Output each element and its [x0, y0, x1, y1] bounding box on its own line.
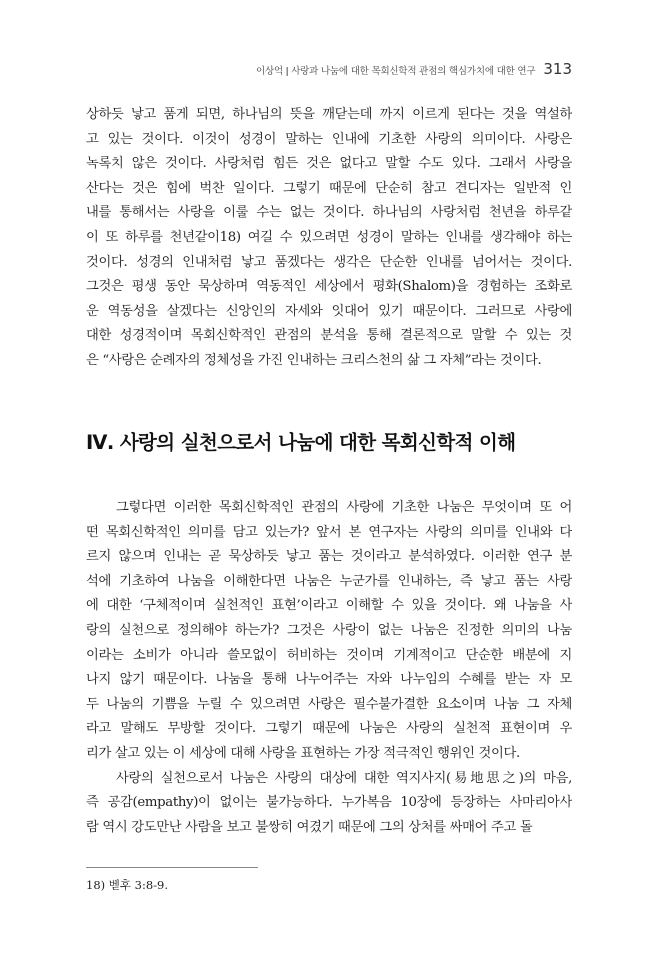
paragraph-1: [86, 103, 572, 374]
text-line: 고 있는 것이다. 이것이 성경이 말하는 인내에 기초한 사랑의 의미이다. 사랑은: [86, 131, 572, 147]
text-line: 상하듯 낳고 품게 되면, 하나님의 뜻을 깨닫는데 까지 이르게 된다는 것을 역설하: [86, 107, 572, 122]
text-line: 것이다. 성경의 인내처럼 낳고 품겠다는 생각은 단순한 인내를 넘어서는 것이다.: [86, 254, 572, 270]
text-line: 그것은 평생 동안 묵상하며 역동적인 세상에서 평화(Shalom)을 경험하는 조화로: [86, 279, 572, 295]
text-line: 람 역시 강도만난 사람을 보고 불쌍히 여겼기 때문에 그의 상처를 싸매어 주고 돌: [86, 819, 533, 835]
section-heading: Ⅳ. 사랑의 실천으로서 나눔에 대한 목회신학적 이해: [86, 431, 516, 454]
page-number: 313: [543, 60, 572, 78]
text-line: 내를 통해서는 사랑을 이룰 수는 없는 것이다. 하나님의 사랑처럼 천년을 하루같: [86, 205, 572, 221]
text-line: 즉 공감(empathy)이 없이는 불가능하다. 누가복음 10장에 등장하는 사마리아사: [86, 795, 572, 811]
footnote-divider: [86, 867, 258, 868]
paragraph-2: [86, 496, 572, 840]
text-line: 운 역동성을 살겠다는 신앙인의 자세와 잇대어 있기 때문이다. 그러므로 사랑에: [86, 303, 572, 319]
text-line: 이라는 소비가 아니라 쓸모없이 허비하는 것이며 기계적이고 단순한 배분에 지: [86, 647, 572, 663]
text-line: 두 나눔의 기쁨을 누릴 수 있으려면 사랑은 필수불가결한 요소이며 나눔 그 자체: [86, 696, 572, 712]
text-line: 석에 기초하여 나눔을 이해한다면 나눔은 누군가를 인내하는, 즉 낳고 품는 사랑: [86, 573, 572, 589]
text-line: 이 또 하루를 천년같이18) 여길 수 있으려면 성경이 말하는 인내를 생각해야 하는: [86, 229, 572, 245]
running-head: [256, 60, 572, 78]
text-line: 떤 목회신학적인 의미를 담고 있는가? 앞서 본 연구자는 사랑의 의미를 인내와 다: [86, 524, 572, 540]
text-line: 그렇다면 이러한 목회신학적인 관점의 사랑에 기초한 나눔은 무엇이며 또 어: [116, 500, 572, 515]
text-line: 녹록치 않은 것이다. 사랑처럼 힘든 것은 없다고 말할 수도 있다. 그래서 사랑을: [86, 156, 572, 172]
text-line: 에 대한 ‘구체적이며 실천적인 표현’이라고 이해할 수 있을 것이다. 왜 나눔을 사: [86, 598, 572, 614]
text-line: 리가 살고 있는 이 세상에 대해 사랑을 표현하는 가장 적극적인 행위인 것이다.: [86, 745, 520, 761]
footnote: 18) 벧후 3:8-9.: [86, 878, 169, 892]
text-line: 라고 말해도 무방할 것이다. 그렇기 때문에 나눔은 사랑의 실천적 표현이며 우: [86, 721, 572, 737]
text-line: 산다는 것은 힘에 벅찬 일이다. 그렇기 때문에 단순히 참고 견디자는 일반적 인: [86, 180, 572, 196]
text-line: 은 “사랑은 순례자의 정체성을 가진 인내하는 크리스천의 삶 그 자체”라는 것이다.: [86, 352, 542, 368]
text-line: 르지 않으며 인내는 곧 묵상하듯 낳고 품는 것이라고 분석하였다. 이러한 연구 분: [86, 549, 572, 565]
text-line: 사랑의 실천으로서 나눔은 사랑의 대상에 대한 역지사지(易地思之)의 마음,: [116, 770, 572, 786]
text-line: 나지 않기 때문이다. 나눔을 통해 나누어주는 자와 나누임의 수혜를 받는 자 모: [86, 672, 572, 688]
running-title: 이상억 ǀ 사랑과 나눔에 대한 목회신학적 관점의 핵심가치에 대한 연구: [256, 66, 536, 77]
text-line: 대한 성경적이며 목회신학적인 관점의 분석을 통해 결론적으로 말할 수 있는 것: [86, 328, 572, 344]
text-line: 랑의 실천으로 정의해야 하는가? 그것은 사랑이 없는 나눔은 진정한 의미의 나눔: [86, 622, 572, 638]
